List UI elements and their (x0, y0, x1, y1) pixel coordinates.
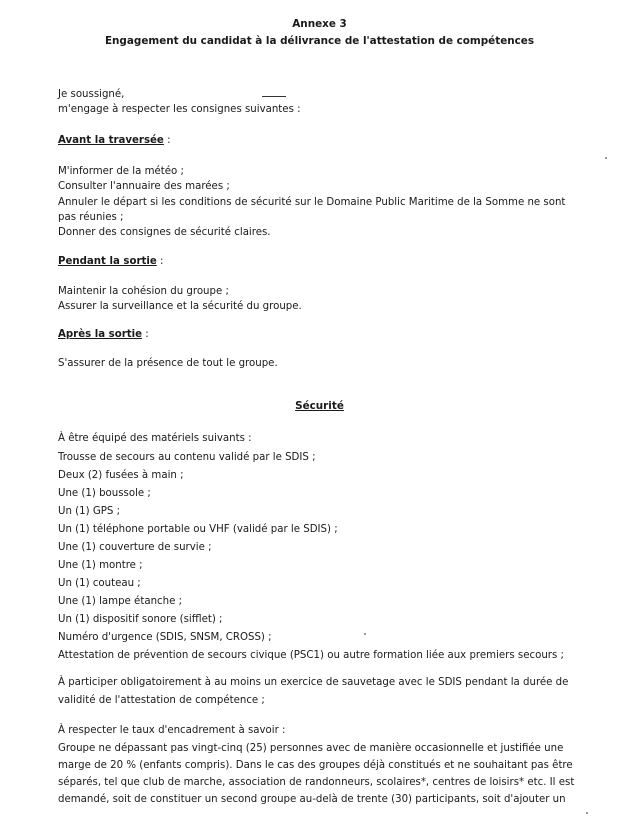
list-item: Une (1) lampe étanche ; (58, 596, 183, 607)
heading-pendant-text: Pendant la sortie (58, 256, 157, 267)
list-item: M'informer de la météo ; (58, 166, 184, 177)
list-item: Un (1) GPS ; (58, 506, 120, 517)
exercise-line-1: À participer obligatoirement à au moins un exercice de sauvetage avec le SDIS pendant la durée de (58, 677, 569, 688)
list-item: Une (1) boussole ; (58, 488, 151, 499)
heading-pendant-colon: : (156, 256, 164, 267)
list-item: Numéro d'urgence (SDIS, SNSM, CROSS) ; (58, 632, 272, 643)
list-item: Une (1) montre ; (58, 560, 143, 571)
list-item: Annuler le départ si les conditions de sécurité sur le Domaine Public Maritime de la Somme ne sont (58, 197, 566, 208)
list-item: Donner des consignes de sécurité claires. (58, 227, 271, 238)
list-item: Une (1) couverture de survie ; (58, 542, 212, 553)
taux-line: marge de 20 % (enfants compris). Dans le cas des groupes déjà constitués et ne souhaitant pas être (58, 760, 573, 771)
taux-intro: À respecter le taux d'encadrement à savoir : (58, 725, 286, 736)
heading-securite-text: Sécurité (295, 400, 344, 412)
heading-avant-colon: : (163, 135, 171, 146)
list-item: Attestation de prévention de secours civique (PSC1) ou autre formation liée aux premiers secours ; (58, 650, 564, 661)
list-item: Consulter l'annuaire des marées ; (58, 181, 230, 192)
exercise-line-2: validité de l'attestation de compétence ; (58, 695, 265, 706)
signature-line (262, 96, 286, 97)
intro-line-1: Je soussigné, (58, 89, 125, 100)
list-item: Deux (2) fusées à main ; (58, 470, 184, 481)
list-item: Un (1) téléphone portable ou VHF (validé par le SDIS) ; (58, 524, 338, 535)
taux-line: Groupe ne dépassant pas vingt-cinq (25) personnes avec de manière occasionnelle et justifiée une (58, 743, 564, 754)
heading-apres-text: Après la sortie (58, 329, 142, 340)
heading-apres-colon: : (142, 329, 149, 340)
document-title: Engagement du candidat à la délivrance de l'attestation de compétences (104, 35, 535, 47)
equipment-intro: À être équipé des matériels suivants : (58, 433, 252, 444)
list-item: Un (1) couteau ; (58, 578, 141, 589)
heading-avant-text: Avant la traversée (58, 135, 164, 146)
list-item: Trousse de secours au contenu validé par le SDIS ; (58, 452, 316, 463)
taux-line: demandé, soit de constituer un second groupe au-delà de trente (30) participants, soit d'ajouter un (58, 794, 566, 805)
list-item: Maintenir la cohésion du groupe ; (58, 286, 229, 297)
scan-speck (586, 812, 588, 814)
section-heading-securite (0, 400, 639, 412)
scan-speck (364, 633, 366, 635)
intro-line-2: m'engage à respecter les consignes suivantes : (58, 104, 301, 115)
taux-line: séparés, tel que club de marche, association de randonneurs, scolaires*, centres de loisirs* etc. Il est (58, 777, 575, 788)
scan-speck (605, 157, 607, 159)
section-heading-apres (58, 328, 149, 341)
list-item: S'assurer de la présence de tout le groupe. (58, 358, 278, 369)
list-item: Un (1) dispositif sonore (sifflet) ; (58, 614, 223, 625)
section-heading-pendant (58, 255, 163, 268)
section-heading-avant (58, 134, 171, 147)
annex-number: Annexe 3 (292, 18, 347, 30)
list-item: Assurer la surveillance et la sécurité du groupe. (58, 301, 302, 312)
list-item: pas réunies ; (58, 212, 124, 223)
